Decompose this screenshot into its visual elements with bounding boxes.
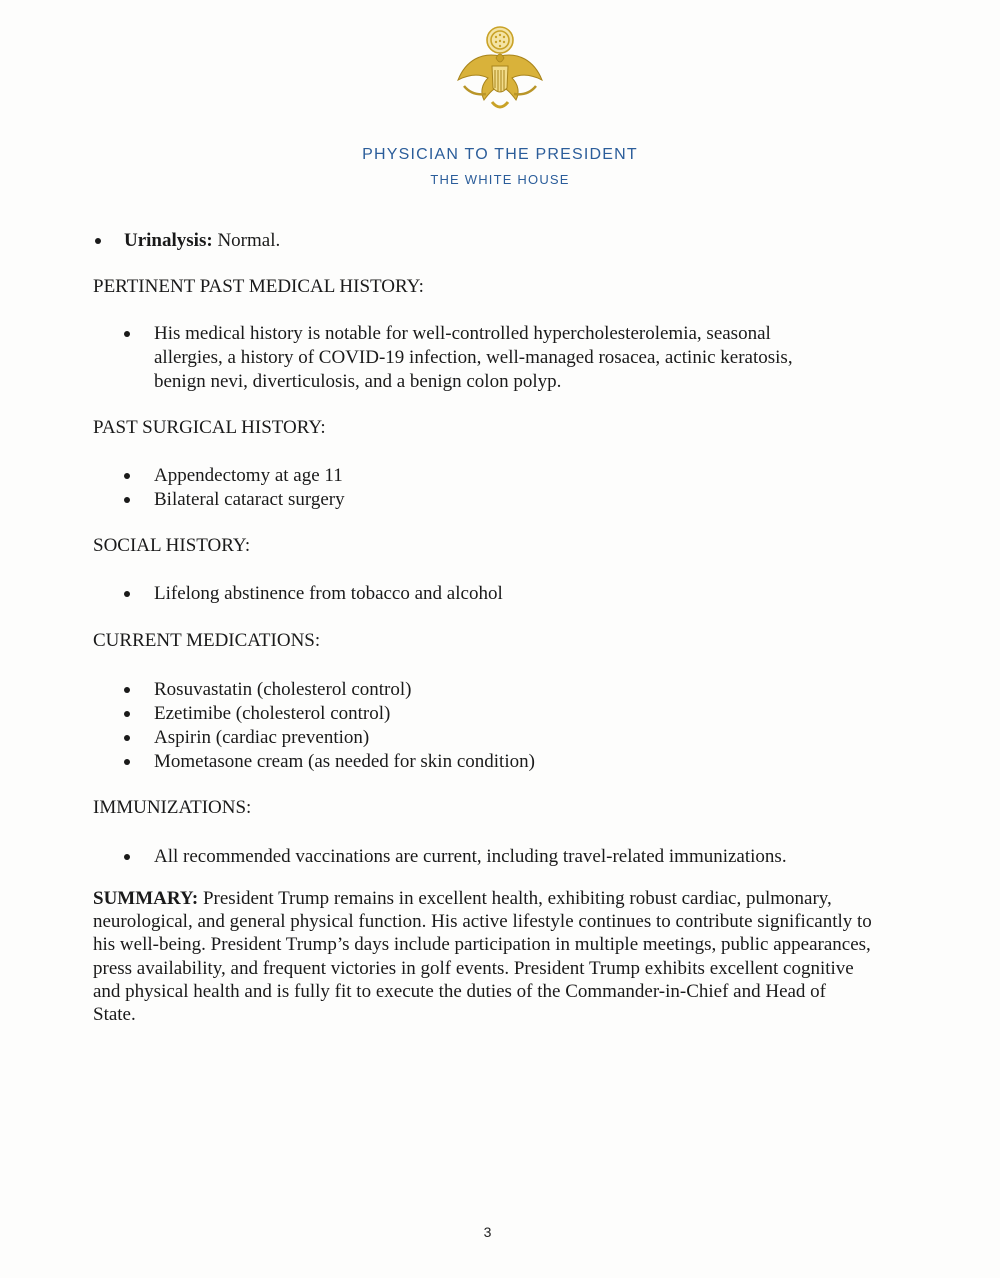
bullet-icon [124,711,130,717]
bullet-icon [124,735,130,741]
surgical-item: Appendectomy at age 11 [154,465,343,486]
page-number: 3 [483,1224,492,1240]
medication-item: Mometasone cream (as needed for skin condition) [154,751,535,772]
social-item: Lifelong abstinence from tobacco and alcohol [154,583,503,604]
medications-heading: CURRENT MEDICATIONS: [93,630,321,651]
pmh-line-3: benign nevi, diverticulosis, and a benign colon polyp. [154,371,562,392]
eagle-seal-icon [452,22,548,116]
social-heading: SOCIAL HISTORY: [93,535,251,556]
surgical-item: Bilateral cataract surgery [154,489,345,510]
medication-item: Rosuvastatin (cholesterol control) [154,679,412,700]
pmh-heading: PERTINENT PAST MEDICAL HISTORY: [93,276,424,297]
pmh-line-2: allergies, a history of COVID-19 infection, well-managed rosacea, actinic keratosis, [154,347,793,368]
bullet-icon [124,591,130,597]
urinalysis-label: Urinalysis: [124,230,213,251]
bullet-icon [124,497,130,503]
medication-item: Ezetimibe (cholesterol control) [154,703,391,724]
pmh-line-1: His medical history is notable for well-controlled hypercholesterolemia, seasonal [154,323,771,344]
letterhead-subtitle: THE WHITE HOUSE [430,172,570,187]
bullet-icon [124,331,130,337]
summary-text: President Trump remains in excellent health, exhibiting robust cardiac, pulmonary, neurological, and general physical function. His active lifestyle continues to contribute significantly to his well-being. President Trump’s days include participation in multiple meetings, public appearances, press availability, and frequent victories in golf events. President Trump exhibits excellent cognitive and physical health and is fully fit to execute the duties of the Commander-in-Chief and Head of State. [93,888,872,1026]
bullet-icon [124,854,130,860]
bullet-icon [124,687,130,693]
urinalysis-line [124,229,280,252]
bullet-icon [95,238,101,244]
medication-item: Aspirin (cardiac prevention) [154,727,370,748]
bullet-icon [124,473,130,479]
urinalysis-value: Normal. [217,230,281,251]
summary-paragraph [93,887,873,1026]
summary-label: SUMMARY: [93,888,199,909]
surgical-heading: PAST SURGICAL HISTORY: [93,417,326,438]
bullet-icon [124,759,130,765]
immunization-item: All recommended vaccinations are current, including travel-related immunizations. [154,846,787,867]
immunizations-heading: IMMUNIZATIONS: [93,797,252,818]
letterhead-title: PHYSICIAN TO THE PRESIDENT [362,146,638,163]
